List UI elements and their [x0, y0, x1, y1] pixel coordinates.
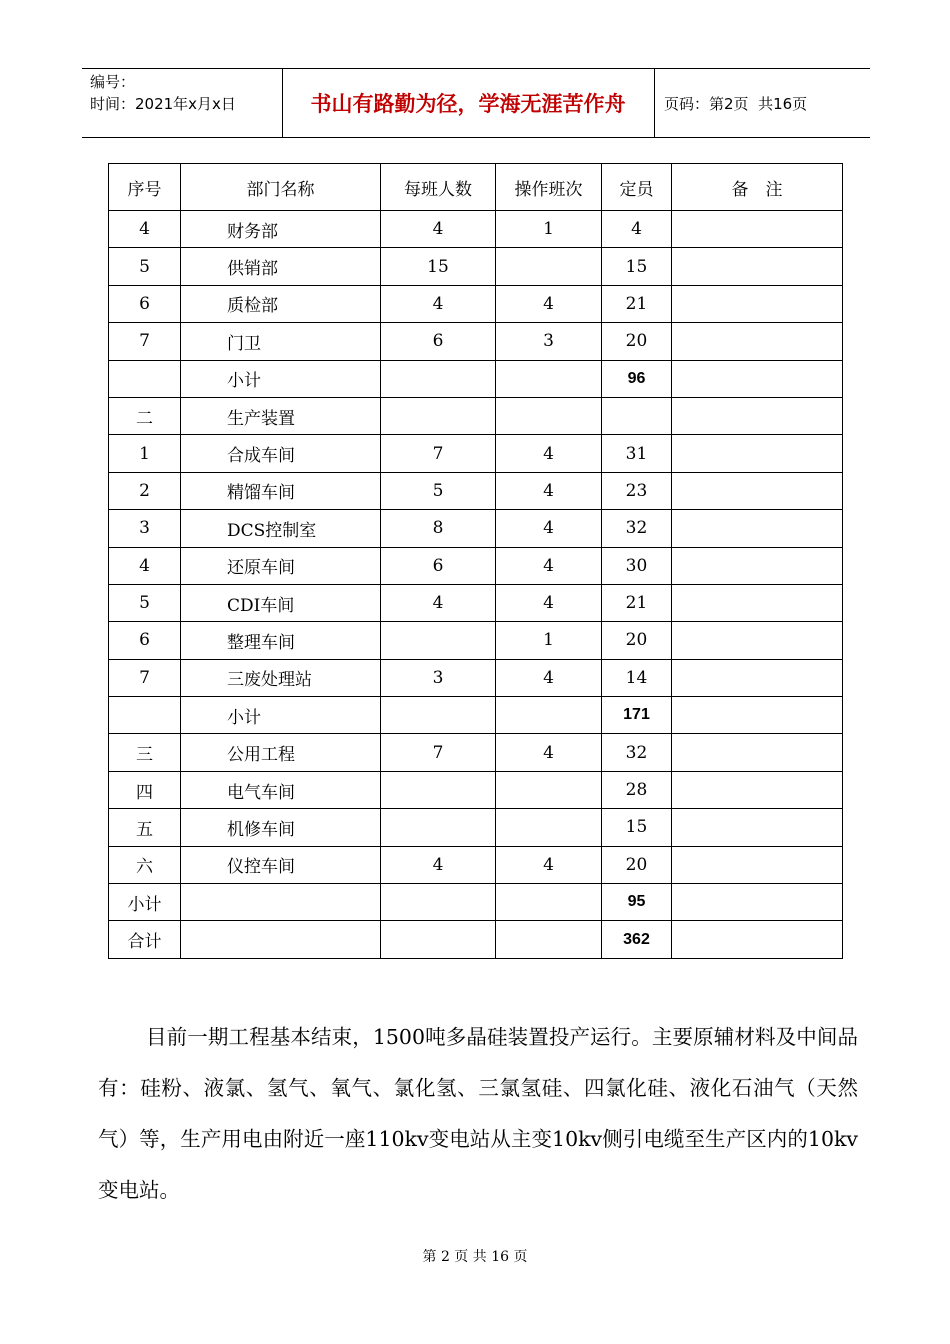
cell-name: 还原车间: [181, 547, 381, 584]
cell-staff: 30: [602, 547, 672, 584]
cell-shifts: 4: [496, 285, 602, 322]
cell-name: DCS控制室: [181, 510, 381, 547]
cell-note: [672, 771, 843, 808]
cell-name: 小计: [181, 360, 381, 397]
cell-per-shift: 7: [381, 734, 496, 771]
cell-name: 质检部: [181, 285, 381, 322]
cell-staff: 362: [602, 921, 672, 958]
paragraph-text: 目前一期工程基本结束，1500吨多晶硅装置投产运行。主要原辅材料及中间品有：硅粉、液氯、氢气、氧气、氯化氢、三氯氢硅、四氯化硅、液化石油气（天然气）等，生产用电由附近一座110kv变电站从主变10kv侧引电缆至生产区内的10kv变电站。: [98, 1025, 858, 1202]
table-row: [109, 809, 843, 846]
cell-per-shift: 3: [381, 659, 496, 696]
cell-name: [181, 884, 381, 921]
cell-per-shift: 5: [381, 472, 496, 509]
table-row: [109, 921, 843, 958]
cell-no: 5: [109, 248, 181, 285]
cell-note: [672, 211, 843, 248]
cell-name: 仪控车间: [181, 846, 381, 883]
cell-per-shift: 4: [381, 584, 496, 621]
cell-no: 4: [109, 547, 181, 584]
cell-shifts: 4: [496, 510, 602, 547]
header-motto: 书山有路勤为径，学海无涯苦作舟: [310, 92, 626, 116]
cell-note: [672, 846, 843, 883]
table-row: [109, 323, 843, 360]
table-header-row: [109, 164, 843, 211]
table-row: [109, 285, 843, 322]
cell-per-shift: 6: [381, 547, 496, 584]
cell-no: 7: [109, 659, 181, 696]
cell-name: 公用工程: [181, 734, 381, 771]
cell-shifts: 4: [496, 547, 602, 584]
cell-shifts: 4: [496, 472, 602, 509]
column-header: 每班人数: [381, 164, 496, 211]
cell-note: [672, 584, 843, 621]
table-row: [109, 510, 843, 547]
cell-staff: 171: [602, 697, 672, 734]
cell-note: [672, 809, 843, 846]
cell-no: 5: [109, 584, 181, 621]
cell-no: 合计: [109, 921, 181, 958]
cell-shifts: 4: [496, 584, 602, 621]
table-row: [109, 397, 843, 434]
cell-staff: 95: [602, 884, 672, 921]
cell-note: [672, 921, 843, 958]
table-row: [109, 622, 843, 659]
cell-shifts: [496, 921, 602, 958]
table-row: [109, 360, 843, 397]
cell-staff: 14: [602, 659, 672, 696]
cell-note: [672, 697, 843, 734]
cell-note: [672, 248, 843, 285]
cell-per-shift: [381, 622, 496, 659]
cell-staff: 20: [602, 622, 672, 659]
table-row: [109, 734, 843, 771]
cell-staff: 32: [602, 510, 672, 547]
table-row: [109, 435, 843, 472]
cell-no: 小计: [109, 884, 181, 921]
cell-note: [672, 547, 843, 584]
cell-staff: 31: [602, 435, 672, 472]
cell-name: 门卫: [181, 323, 381, 360]
cell-shifts: 4: [496, 846, 602, 883]
table-body: [109, 211, 843, 959]
cell-per-shift: 4: [381, 846, 496, 883]
cell-no: 2: [109, 472, 181, 509]
cell-per-shift: [381, 697, 496, 734]
cell-per-shift: 6: [381, 323, 496, 360]
table-row: [109, 584, 843, 621]
cell-per-shift: 8: [381, 510, 496, 547]
page-footer: 第 2 页 共 16 页: [422, 1249, 528, 1265]
table-row: [109, 248, 843, 285]
cell-staff: 28: [602, 771, 672, 808]
cell-per-shift: [381, 921, 496, 958]
cell-staff: 32: [602, 734, 672, 771]
cell-shifts: [496, 248, 602, 285]
table-row: [109, 771, 843, 808]
column-header: 部门名称: [181, 164, 381, 211]
cell-shifts: [496, 771, 602, 808]
cell-note: [672, 323, 843, 360]
cell-per-shift: 7: [381, 435, 496, 472]
cell-name: 合成车间: [181, 435, 381, 472]
document-header: [82, 68, 870, 138]
header-divider: [654, 69, 655, 137]
cell-name: 财务部: [181, 211, 381, 248]
cell-shifts: [496, 397, 602, 434]
table-row: [109, 547, 843, 584]
cell-shifts: 1: [496, 211, 602, 248]
cell-staff: 4: [602, 211, 672, 248]
cell-staff: 20: [602, 323, 672, 360]
header-page-info: [664, 69, 807, 137]
cell-no: 1: [109, 435, 181, 472]
page-label: 页码：第2页 共16页: [664, 94, 808, 113]
cell-note: [672, 659, 843, 696]
cell-shifts: [496, 697, 602, 734]
cell-name: 机修车间: [181, 809, 381, 846]
cell-note: [672, 510, 843, 547]
cell-shifts: [496, 884, 602, 921]
cell-shifts: 4: [496, 659, 602, 696]
body-paragraph: [98, 1012, 858, 1216]
cell-no: 6: [109, 622, 181, 659]
cell-name: 小计: [181, 697, 381, 734]
cell-staff: 21: [602, 285, 672, 322]
cell-no: 4: [109, 211, 181, 248]
date-label: 时间：2021年x月x日: [90, 95, 236, 113]
cell-note: [672, 397, 843, 434]
cell-staff: 96: [602, 360, 672, 397]
table-row: [109, 659, 843, 696]
cell-no: 7: [109, 323, 181, 360]
cell-no: 四: [109, 771, 181, 808]
cell-shifts: 4: [496, 734, 602, 771]
cell-no: 6: [109, 285, 181, 322]
cell-name: 整理车间: [181, 622, 381, 659]
cell-name: 供销部: [181, 248, 381, 285]
cell-name: [181, 921, 381, 958]
serial-number-label: 编号：: [90, 73, 136, 91]
cell-per-shift: [381, 884, 496, 921]
cell-per-shift: 4: [381, 211, 496, 248]
cell-no: 3: [109, 510, 181, 547]
cell-staff: 20: [602, 846, 672, 883]
table-row: [109, 846, 843, 883]
cell-shifts: 3: [496, 323, 602, 360]
cell-per-shift: 15: [381, 248, 496, 285]
cell-no: 六: [109, 846, 181, 883]
cell-staff: 21: [602, 584, 672, 621]
cell-note: [672, 435, 843, 472]
cell-staff: 15: [602, 248, 672, 285]
cell-no: 五: [109, 809, 181, 846]
cell-shifts: [496, 360, 602, 397]
table-row: [109, 697, 843, 734]
cell-no: [109, 360, 181, 397]
cell-no: [109, 697, 181, 734]
table-row: [109, 472, 843, 509]
column-header: 定员: [602, 164, 672, 211]
cell-per-shift: [381, 771, 496, 808]
cell-staff: 15: [602, 809, 672, 846]
header-meta: [90, 71, 236, 115]
cell-per-shift: [381, 809, 496, 846]
cell-note: [672, 622, 843, 659]
cell-name: 电气车间: [181, 771, 381, 808]
cell-name: 三废处理站: [181, 659, 381, 696]
cell-note: [672, 734, 843, 771]
cell-per-shift: 4: [381, 285, 496, 322]
cell-no: 二: [109, 397, 181, 434]
cell-name: CDI车间: [181, 584, 381, 621]
column-header: 备 注: [672, 164, 843, 211]
staffing-table: [108, 163, 843, 959]
cell-note: [672, 884, 843, 921]
cell-name: 生产装置: [181, 397, 381, 434]
cell-name: 精馏车间: [181, 472, 381, 509]
cell-shifts: [496, 809, 602, 846]
cell-note: [672, 472, 843, 509]
cell-staff: [602, 397, 672, 434]
cell-staff: 23: [602, 472, 672, 509]
cell-note: [672, 360, 843, 397]
cell-no: 三: [109, 734, 181, 771]
cell-per-shift: [381, 397, 496, 434]
column-header: 操作班次: [496, 164, 602, 211]
cell-note: [672, 285, 843, 322]
table-row: [109, 211, 843, 248]
table-row: [109, 884, 843, 921]
cell-per-shift: [381, 360, 496, 397]
cell-shifts: 4: [496, 435, 602, 472]
cell-shifts: 1: [496, 622, 602, 659]
column-header: 序号: [109, 164, 181, 211]
